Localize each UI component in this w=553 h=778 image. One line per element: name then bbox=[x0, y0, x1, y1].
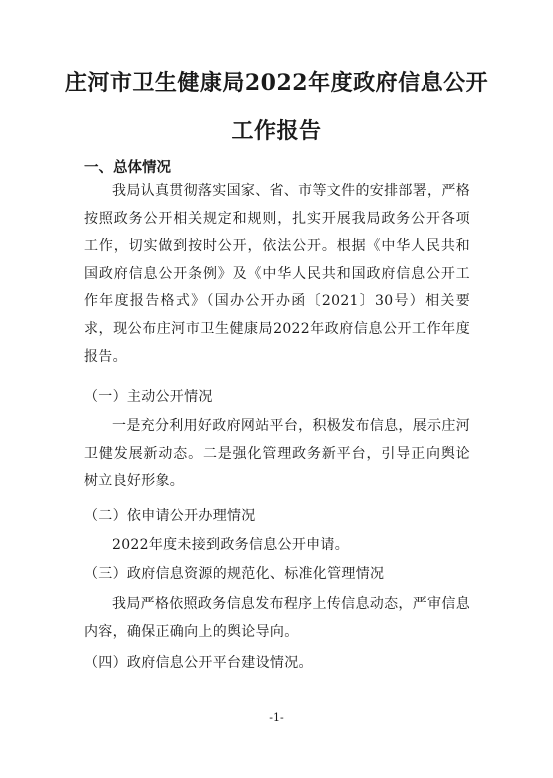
page-number: -1- bbox=[269, 711, 284, 724]
application-disclosure-paragraph: 2022年度未接到政务信息公开申请。 bbox=[112, 537, 350, 553]
subsection-heading-resource-management: （三）政府信息资源的规范化、标准化管理情况 bbox=[84, 566, 385, 582]
document-title-line1: 庄河市卫生健康局2022年度政府信息公开 bbox=[64, 70, 489, 96]
subsection-heading-application-disclosure: （二）依申请公开办理情况 bbox=[84, 508, 256, 524]
subsection-heading-proactive-disclosure: （一）主动公开情况 bbox=[84, 389, 213, 405]
section-heading-overview: 一、总体情况 bbox=[84, 160, 171, 176]
document-title-line2: 工作报告 bbox=[231, 118, 322, 144]
subsection-heading-platform-construction: （四）政府信息公开平台建设情况。 bbox=[84, 655, 313, 671]
resource-management-paragraph: 我局严格依照政务信息发布程序上传信息动态，严审信息内容，确保正确向上的舆论导向。 bbox=[84, 596, 470, 640]
intro-paragraph: 我局认真贯彻落实国家、省、市等文件的安排部署，严格按照政务公开相关规定和规则，扎实开展我局政务公开各项工作，切实做到按时公开，依法公开。根据《中华人民共和国政府信息公开条例》及《中华人民共和国政府信息公开工作年度报告格式》（国办公开办函〔2021〕30号）相关要求，现公布庄河市卫生健康局2022年政府信息公开工作年度报告。 bbox=[84, 183, 470, 365]
proactive-disclosure-paragraph: 一是充分利用好政府网站平台，积极发布信息，展示庄河卫健发展新动态。二是强化管理政务新平台，引导正向舆论树立良好形象。 bbox=[84, 418, 470, 490]
